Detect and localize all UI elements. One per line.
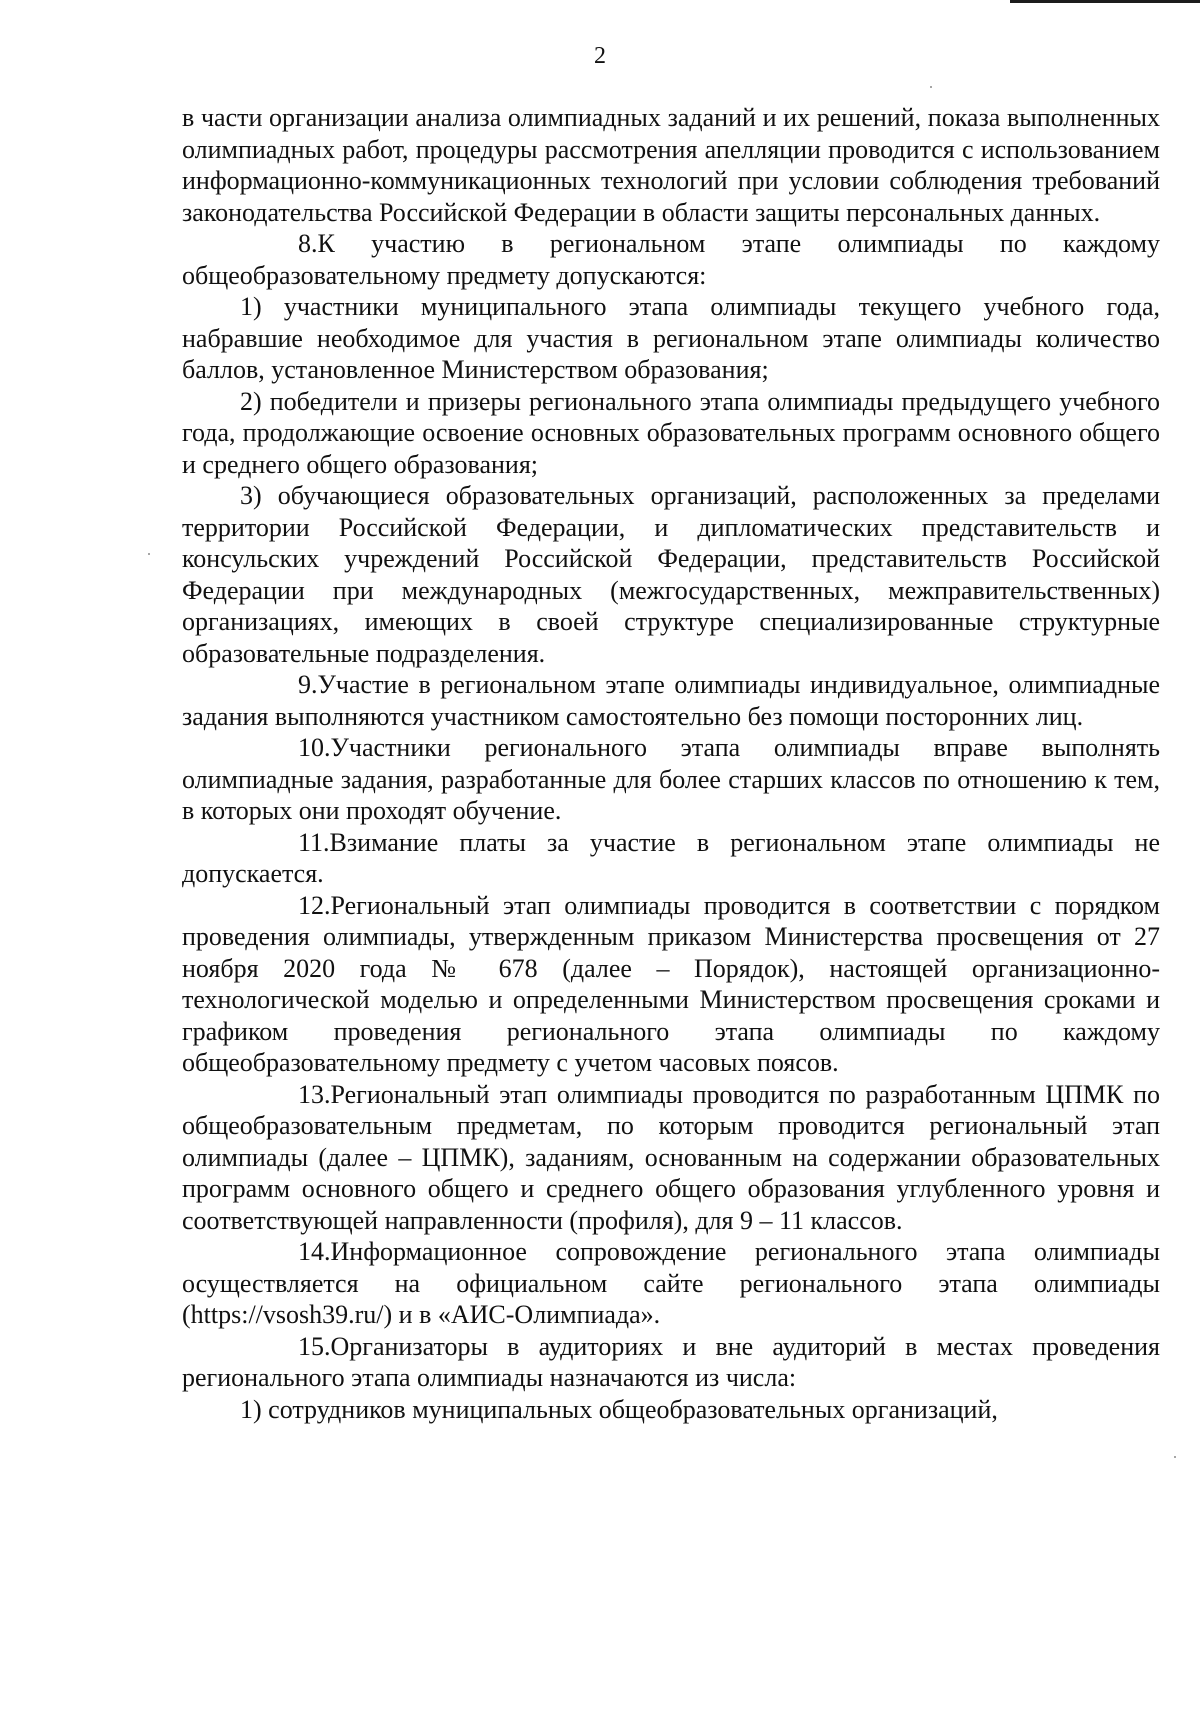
scan-edge-mark xyxy=(1010,0,1200,3)
item-number: 14. xyxy=(298,1237,331,1266)
item-text: Организаторы в аудиториях и вне аудиторий в местах проведения регионального этапа олимпиады назначаются из числа: xyxy=(182,1331,1160,1392)
scan-speck xyxy=(930,86,932,88)
item-8 xyxy=(182,228,1160,291)
paragraph-continuation: в части организации анализа олимпиадных заданий и их решений, показа выполненных олимпиадных работ, процедуры рассмотрения апелляции проводится с использованием информационно-коммуникационных технологий при условии соблюдения требований законодательства Российской Федерации в области защиты персональных данных. xyxy=(182,103,1160,227)
item-15 xyxy=(182,1331,1160,1394)
item-text: Региональный этап олимпиады проводится в соответствии с порядком проведения олимпиады, утвержденным приказом Министерства просвещения от 27 ноября 2020 года № 678 (далее – Порядок), настоящей организационно-технологической моделью и определенными Министерством просвещения сроками и графиком проведения регионального этапа олимпиады по каждому общеобразовательному предмету с учетом часовых поясов. xyxy=(182,890,1160,1077)
subitem-8-3: 3) обучающиеся образовательных организаций, расположенных за пределами территории Российской Федерации, и дипломатических представительств и консульских учреждений Российской Федерации, представительств Российской Федерации при международных (межгосударственных, межправительственных) организациях, имеющих в своей структуре специализированные структурные образовательные подразделения. xyxy=(182,481,1160,668)
item-number: 13. xyxy=(298,1079,331,1109)
subitem-8-1: 1) участники муниципального этапа олимпиады текущего учебного года, набравшие необходимое для участия в региональном этапе олимпиады количество баллов, установленное Министерством образования; xyxy=(182,292,1160,384)
item-14 xyxy=(182,1236,1160,1331)
item-13 xyxy=(182,1079,1160,1237)
document-body xyxy=(182,102,1160,1425)
item-12 xyxy=(182,890,1160,1079)
subitem-15-1: 1) сотрудников муниципальных общеобразовательных организаций, xyxy=(240,1394,998,1424)
item-number: 9. xyxy=(298,670,318,699)
item-text: Региональный этап олимпиады проводится по разработанным ЦПМК по общеобразовательным предметам, по которым проводится региональный этап олимпиады (далее – ЦПМК), заданиям, основанным на содержании образовательных программ основного общего и среднего общего образования углубленного уровня и соответствующей направленности (профиля), для 9 – 11 классов. xyxy=(182,1079,1160,1235)
scan-speck xyxy=(1174,1456,1176,1458)
item-number: 8. xyxy=(298,229,318,258)
item-text: Участие в региональном этапе олимпиады индивидуальное, олимпиадные задания выполняются участником самостоятельно без помощи посторонних лиц. xyxy=(182,670,1160,731)
item-9 xyxy=(182,669,1160,732)
item-number: 10. xyxy=(298,733,331,762)
item-text: Взимание платы за участие в региональном этапе олимпиады не допускается. xyxy=(182,827,1160,888)
item-number: 12. xyxy=(298,890,331,920)
item-text: К участию в региональном этапе олимпиады по каждому общеобразовательному предмету допускаются: xyxy=(182,229,1160,290)
item-text: Информационное сопровождение регионального этапа олимпиады осуществляется на официальном сайте регионального этапа олимпиады (https://vsosh39.ru/) и в «АИС-Олимпиада». xyxy=(182,1237,1160,1329)
subitem-8-2: 2) победители и призеры регионального этапа олимпиады предыдущего учебного года, продолжающие освоение основных образовательных программ основного общего и среднего общего образования; xyxy=(182,386,1160,479)
item-number: 15. xyxy=(298,1331,331,1361)
scan-speck xyxy=(148,553,150,555)
item-10 xyxy=(182,732,1160,827)
item-number: 11. xyxy=(298,827,330,857)
page-number: 2 xyxy=(594,43,606,69)
item-text: Участники регионального этапа олимпиады вправе выполнять олимпиадные задания, разработанные для более старших классов по отношению к тем, в которых они проходят обучение. xyxy=(182,733,1160,825)
item-11 xyxy=(182,827,1160,890)
